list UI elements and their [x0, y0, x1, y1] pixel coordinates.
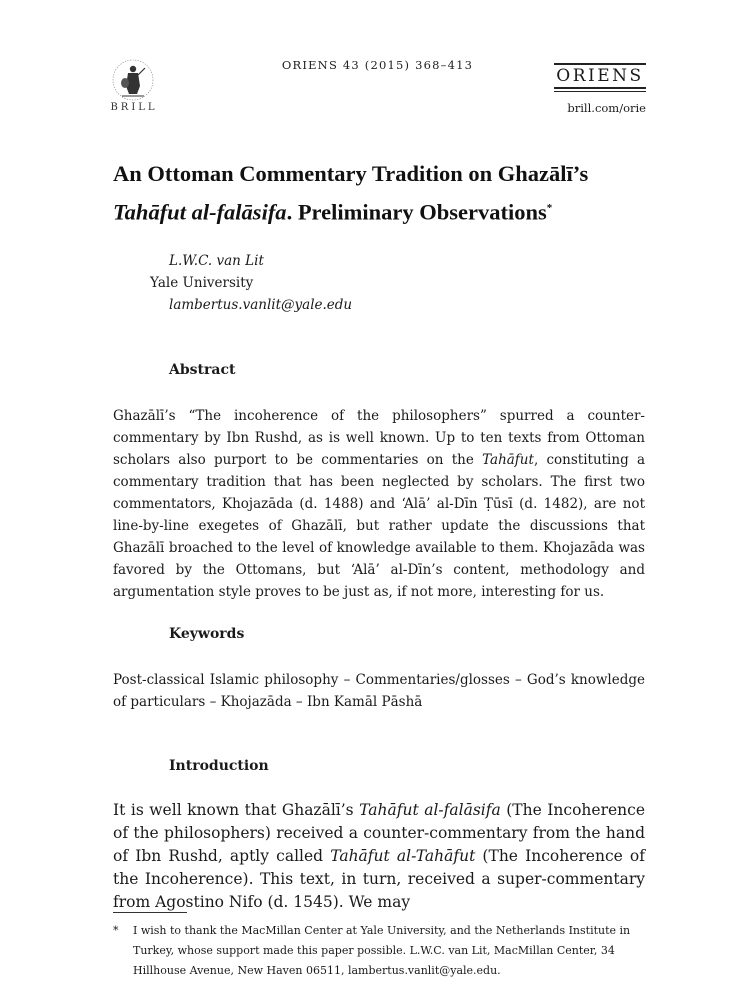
author-affiliation: Yale University	[150, 275, 254, 291]
publisher-name: BRILL	[110, 102, 158, 113]
brill-seal-logo	[104, 56, 162, 104]
title-footnote-marker[interactable]: *	[546, 202, 553, 214]
journal-url[interactable]: brill.com/orie	[567, 101, 646, 115]
abstract-text-italic: Tahāfut	[482, 452, 534, 468]
footnote-text: I wish to thank the MacMillan Center at Yale University, and the Netherlands Institute in Turkey, whose support made this paper possible. L.W.C. van Lit, MacMillan Center, 34 Hillhouse Avenue, New Haven 06511, lambertus.vanlit@yale.edu.	[133, 924, 631, 977]
footnote-divider	[113, 912, 187, 913]
journal-name: ORIENS	[556, 66, 644, 86]
keywords-heading: Keywords	[169, 626, 245, 642]
journal-logo	[554, 63, 646, 92]
title-rest: . Preliminary Observations	[286, 199, 547, 225]
introduction-text	[113, 799, 645, 914]
intro-part3: (The Incoherence of the Incoherence). This text, in turn, received a super-commentary from Agostino Nifo (d. 1545). We may	[113, 847, 645, 911]
abstract-heading: Abstract	[169, 362, 236, 378]
abstract-text-part1: Ghazālī’s “The incoherence of the philosophers” spurred a counter-commentary by Ibn Rushd, as is well known. Up to ten texts from Ottoman scholars also purport to be commentaries on the	[113, 408, 645, 468]
intro-part2: (The Incoherence of the philosophers) received a counter-commentary from the hand of Ibn Rushd, aptly called	[113, 801, 645, 865]
author-name: L.W.C. van Lit	[169, 253, 264, 269]
footnote-marker: *	[113, 924, 119, 937]
intro-italic1: Tahāfut al-falāsifa	[359, 801, 501, 819]
author-email[interactable]: lambertus.vanlit@yale.edu	[169, 297, 353, 313]
keywords-text: Post-classical Islamic philosophy – Commentaries/glosses – God’s knowledge of particulars – Khojazāda – Ibn Kamāl Pāshā	[113, 672, 645, 710]
abstract-text	[113, 405, 645, 603]
title-italic: Tahāfut al-falāsifa	[113, 199, 287, 225]
intro-part1: It is well known that Ghazālī’s	[113, 801, 360, 819]
footnote	[113, 921, 645, 981]
introduction-heading: Introduction	[169, 758, 269, 774]
running-head: ORIENS 43 (2015) 368–413	[281, 58, 474, 72]
abstract-text-part2: , constituting a commentary tradition that has been neglected by scholars. The first two commentators, Khojazāda (d. 1488) and ‘Alā’ al-Dīn Ṭūsī (d. 1482), are not line-by-line exegetes of Ghazālī, but rather update the discussions that Ghazālī broached to the level of knowledge available to them. Khojazāda was favored by the Ottomans, but ‘Alā’ al-Dīn’s content, methodology and argumentation style proves to be just as, if not more, interesting for us.	[113, 452, 645, 600]
title-line1: An Ottoman Commentary Tradition on Ghazālī’s	[113, 161, 589, 186]
intro-italic2: Tahāfut al-Tahāfut	[330, 847, 476, 865]
article-title	[113, 157, 653, 230]
